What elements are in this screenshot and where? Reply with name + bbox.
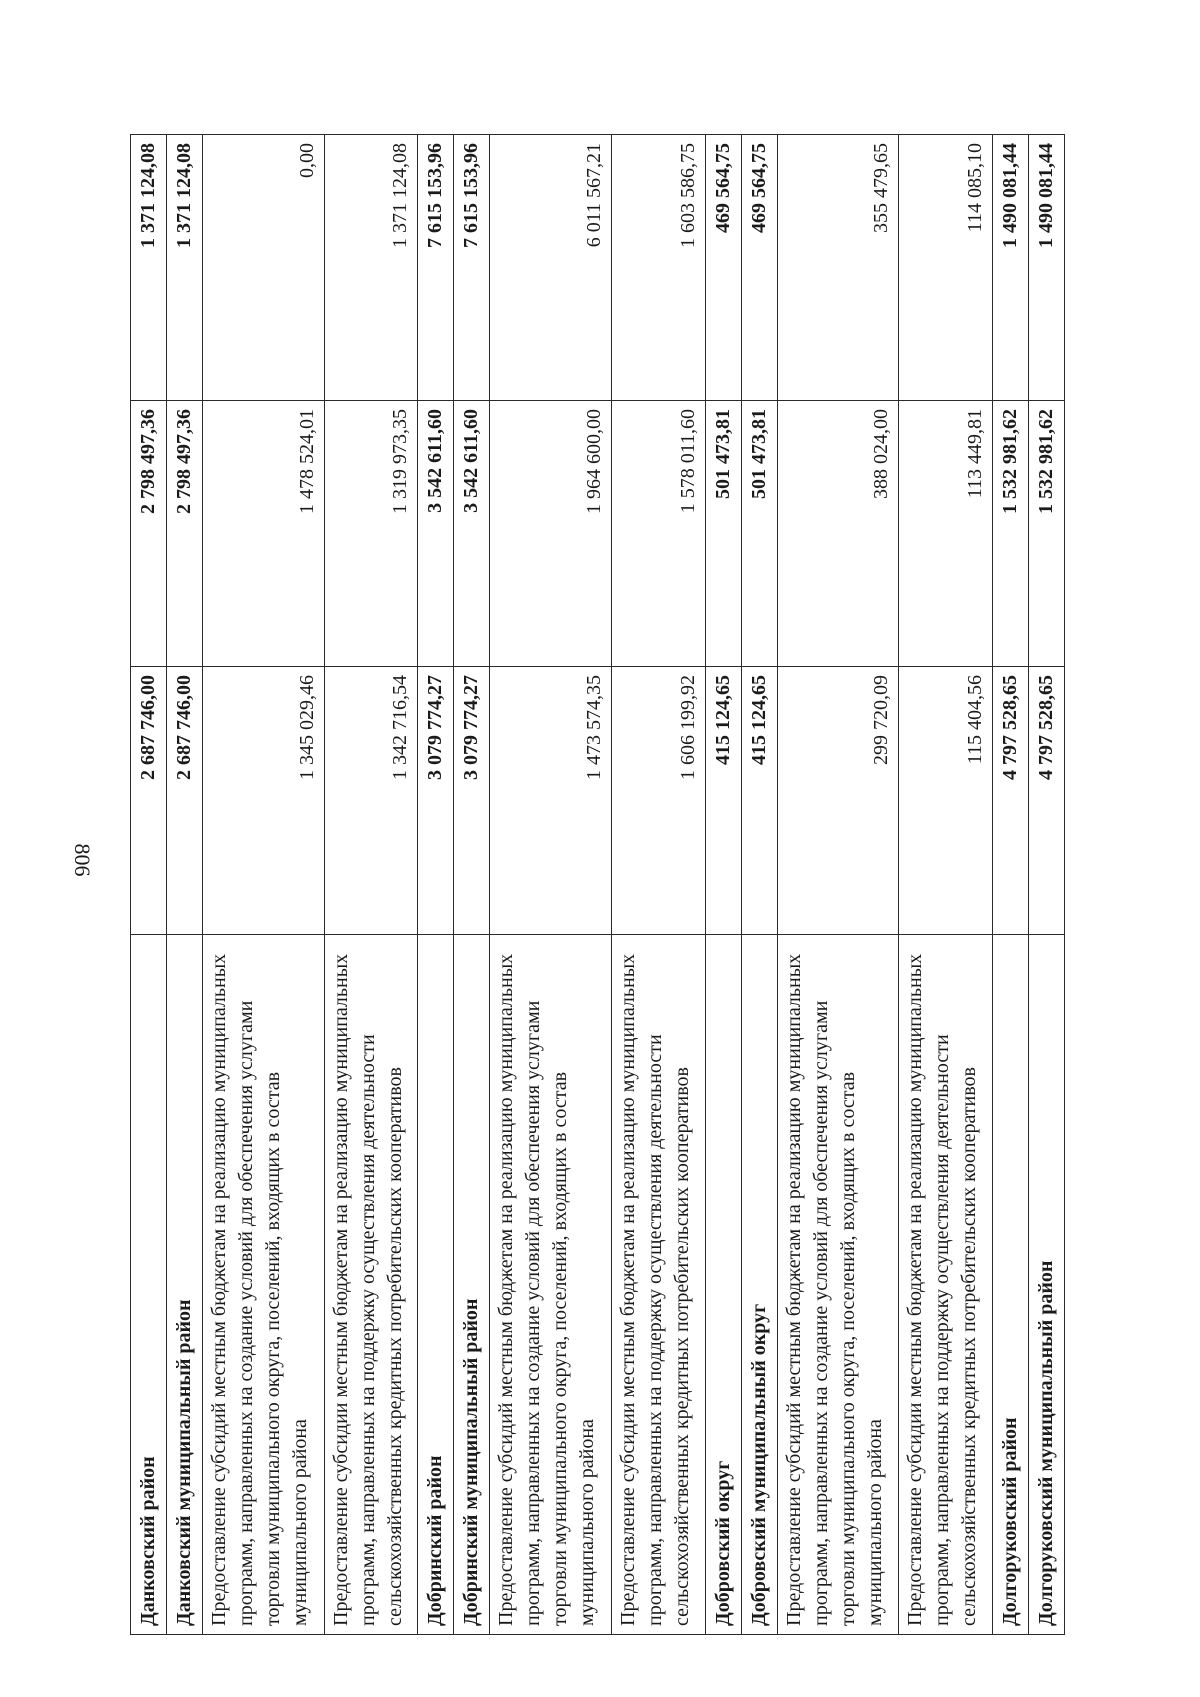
row-value-3-cell: 469 564,75 <box>705 135 741 401</box>
page-number: 806 <box>70 843 95 877</box>
table-row <box>203 135 325 1635</box>
table-row <box>490 135 612 1635</box>
table-row <box>777 135 899 1635</box>
row-value-1-cell: 415 124,65 <box>705 667 741 935</box>
row-value-3-cell: 114 085,10 <box>899 135 992 401</box>
row-value-2-cell: 501 473,81 <box>705 401 741 667</box>
row-value-3-cell: 7 615 153,96 <box>454 135 490 401</box>
row-value-1-cell: 1 342 716,54 <box>324 667 417 935</box>
row-value-3-cell: 1 603 586,75 <box>612 135 705 401</box>
row-value-2-cell: 388 024,00 <box>777 401 899 667</box>
table-row-total <box>131 135 167 1635</box>
row-name-cell: Добринский муниципальный район <box>454 935 490 1635</box>
row-value-3-cell: 7 615 153,96 <box>418 135 454 401</box>
row-name-cell: Предоставление субсидии местным бюджетам на реализацию муниципальных программ, направленных на поддержку осуществления деятельности сельскохозяйственных кредитных потребительских кооперативов <box>612 935 705 1635</box>
row-name-cell: Предоставление субсидий местным бюджетам на реализацию муниципальных программ, направленных на создание условий для обеспечения услугами торговли муниципального округа, поселений, входящих в состав муниципального района <box>203 935 325 1635</box>
row-value-2-cell: 113 449,81 <box>899 401 992 667</box>
row-name-cell: Предоставление субсидии местным бюджетам на реализацию муниципальных программ, направленных на поддержку осуществления деятельности сельскохозяйственных кредитных потребительских кооперативов <box>324 935 417 1635</box>
budget-table-body <box>131 135 1065 1635</box>
row-value-1-cell: 4 797 528,65 <box>1028 667 1064 935</box>
row-value-2-cell: 1 532 981,62 <box>992 401 1028 667</box>
table-row-total <box>1028 135 1064 1635</box>
row-value-1-cell: 115 404,56 <box>899 667 992 935</box>
row-value-3-cell: 355 479,65 <box>777 135 899 401</box>
row-name-cell: Добровский муниципальный округ <box>741 935 777 1635</box>
row-value-3-cell: 1 490 081,44 <box>1028 135 1064 401</box>
row-value-2-cell: 1 319 973,35 <box>324 401 417 667</box>
table-row-total <box>454 135 490 1635</box>
row-name-cell: Добровский округ <box>705 935 741 1635</box>
row-value-2-cell: 1 578 011,60 <box>612 401 705 667</box>
row-value-3-cell: 1 490 081,44 <box>992 135 1028 401</box>
row-value-3-cell: 1 371 124,08 <box>131 135 167 401</box>
row-name-cell: Долгоруковский район <box>992 935 1028 1635</box>
row-name-cell: Данковский район <box>131 935 167 1635</box>
row-value-2-cell: 1 478 524,01 <box>203 401 325 667</box>
row-name-cell: Добринский район <box>418 935 454 1635</box>
row-value-1-cell: 1 473 574,35 <box>490 667 612 935</box>
row-value-1-cell: 415 124,65 <box>741 667 777 935</box>
table-row-total <box>741 135 777 1635</box>
table-row-total <box>992 135 1028 1635</box>
row-value-1-cell: 2 687 746,00 <box>167 667 203 935</box>
row-value-1-cell: 1 606 199,92 <box>612 667 705 935</box>
row-value-1-cell: 2 687 746,00 <box>131 667 167 935</box>
row-name-cell: Долгоруковский муниципальный район <box>1028 935 1064 1635</box>
row-name-cell: Предоставление субсидий местным бюджетам на реализацию муниципальных программ, направленных на создание условий для обеспечения услугами торговли муниципального округа, поселений, входящих в состав муниципального района <box>777 935 899 1635</box>
row-value-1-cell: 1 345 029,46 <box>203 667 325 935</box>
table-row-total <box>705 135 741 1635</box>
row-value-3-cell: 1 371 124,08 <box>167 135 203 401</box>
table-row <box>899 135 992 1635</box>
row-value-3-cell: 469 564,75 <box>741 135 777 401</box>
row-value-2-cell: 3 542 611,60 <box>418 401 454 667</box>
budget-table <box>130 134 1065 1635</box>
table-row-total <box>167 135 203 1635</box>
table-row <box>324 135 417 1635</box>
row-name-cell: Предоставление субсидий местным бюджетам на реализацию муниципальных программ, направленных на создание условий для обеспечения услугами торговли муниципального округа, поселений, входящих в состав муниципального района <box>490 935 612 1635</box>
row-value-2-cell: 1 532 981,62 <box>1028 401 1064 667</box>
row-value-1-cell: 3 079 774,27 <box>454 667 490 935</box>
table-row-total <box>418 135 454 1635</box>
row-value-1-cell: 299 720,09 <box>777 667 899 935</box>
row-value-2-cell: 1 964 600,00 <box>490 401 612 667</box>
row-value-3-cell: 1 371 124,08 <box>324 135 417 401</box>
rotated-table-container <box>130 135 1065 1635</box>
row-value-1-cell: 4 797 528,65 <box>992 667 1028 935</box>
row-value-3-cell: 6 011 567,21 <box>490 135 612 401</box>
table-row <box>612 135 705 1635</box>
row-value-2-cell: 2 798 497,36 <box>167 401 203 667</box>
row-value-2-cell: 2 798 497,36 <box>131 401 167 667</box>
row-name-cell: Предоставление субсидии местным бюджетам на реализацию муниципальных программ, направленных на поддержку осуществления деятельности сельскохозяйственных кредитных потребительских кооперативов <box>899 935 992 1635</box>
row-name-cell: Данковский муниципальный район <box>167 935 203 1635</box>
row-value-1-cell: 3 079 774,27 <box>418 667 454 935</box>
row-value-2-cell: 501 473,81 <box>741 401 777 667</box>
row-value-3-cell: 0,00 <box>203 135 325 401</box>
row-value-2-cell: 3 542 611,60 <box>454 401 490 667</box>
